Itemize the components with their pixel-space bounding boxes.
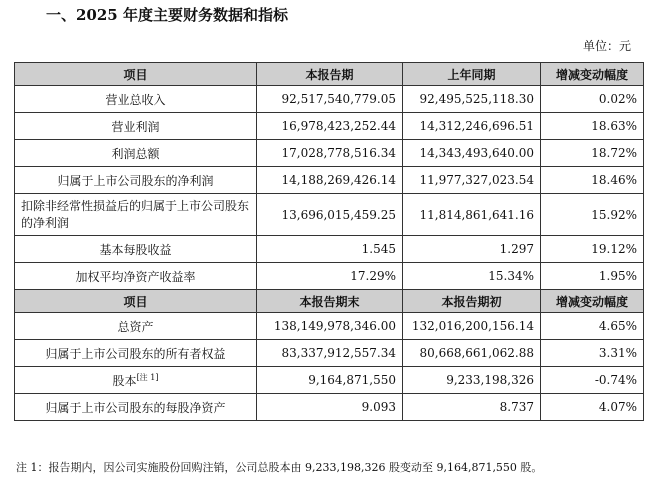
header-change: 增减变动幅度: [541, 290, 644, 313]
row-current: 92,517,540,779.05: [257, 86, 403, 113]
footnote: 注 1：报告期内，因公司实施股份回购注销，公司总股本由 9,233,198,326 股变动至 9,164,871,550 股。: [16, 461, 543, 474]
table-header-row: [15, 290, 644, 313]
row-change: 3.31%: [541, 340, 644, 367]
row-change: 19.12%: [541, 236, 644, 263]
header-period-start: 本报告期初: [403, 290, 541, 313]
table-row: [15, 86, 644, 113]
table-row: [15, 236, 644, 263]
table-row: [15, 340, 644, 367]
row-prior: 11,814,861,641.16: [403, 194, 541, 236]
row-item: 基本每股收益: [15, 236, 257, 263]
row-current: 9,164,871,550: [257, 367, 403, 394]
table-row: [15, 313, 644, 340]
row-item-cell: [15, 367, 257, 394]
row-prior: 92,495,525,118.30: [403, 86, 541, 113]
row-current: 17,028,778,516.34: [257, 140, 403, 167]
row-current: 13,696,015,459.25: [257, 194, 403, 236]
row-change: 4.65%: [541, 313, 644, 340]
row-change: 4.07%: [541, 394, 644, 421]
table-header-row: [15, 63, 644, 86]
header-change: 增减变动幅度: [541, 63, 644, 86]
row-item: 总资产: [15, 313, 257, 340]
row-prior: 8.737: [403, 394, 541, 421]
table-row: [15, 113, 644, 140]
table-row: [15, 263, 644, 290]
row-change: -0.74%: [541, 367, 644, 394]
row-prior: 14,312,246,696.51: [403, 113, 541, 140]
row-item: 利润总额: [15, 140, 257, 167]
row-prior: 132,016,200,156.14: [403, 313, 541, 340]
table-row: [15, 194, 644, 236]
row-change: 18.63%: [541, 113, 644, 140]
row-item: 股本: [112, 373, 137, 388]
table-row: [15, 140, 644, 167]
header-prior-period: 上年同期: [403, 63, 541, 86]
table-row: [15, 167, 644, 194]
row-change: 0.02%: [541, 86, 644, 113]
row-prior: 14,343,493,640.00: [403, 140, 541, 167]
row-current: 17.29%: [257, 263, 403, 290]
row-change: 18.72%: [541, 140, 644, 167]
row-item: 营业利润: [15, 113, 257, 140]
table-row: [15, 367, 644, 394]
table-row: [15, 394, 644, 421]
row-change: 18.46%: [541, 167, 644, 194]
footnote-marker: [注 1]: [136, 372, 159, 382]
row-change: 1.95%: [541, 263, 644, 290]
row-prior: 1.297: [403, 236, 541, 263]
header-current-period: 本报告期: [257, 63, 403, 86]
row-current: 1.545: [257, 236, 403, 263]
financial-data-table: [14, 62, 644, 421]
row-current: 83,337,912,557.34: [257, 340, 403, 367]
row-item: 归属于上市公司股东的所有者权益: [15, 340, 257, 367]
header-period-end: 本报告期末: [257, 290, 403, 313]
row-change: 15.92%: [541, 194, 644, 236]
row-prior: 11,977,327,023.54: [403, 167, 541, 194]
row-current: 138,149,978,346.00: [257, 313, 403, 340]
header-item: 项目: [15, 290, 257, 313]
row-item: 扣除非经常性损益后的归属于上市公司股东的净利润: [15, 194, 257, 236]
row-item: 归属于上市公司股东的每股净资产: [15, 394, 257, 421]
unit-label: 单位：元: [582, 39, 631, 53]
row-current: 14,188,269,426.14: [257, 167, 403, 194]
row-item: 归属于上市公司股东的净利润: [15, 167, 257, 194]
section-title: 一、2025 年度主要财务数据和指标: [46, 6, 288, 24]
row-prior: 15.34%: [403, 263, 541, 290]
row-item: 加权平均净资产收益率: [15, 263, 257, 290]
header-item: 项目: [15, 63, 257, 86]
row-prior: 80,668,661,062.88: [403, 340, 541, 367]
row-current: 9.093: [257, 394, 403, 421]
row-prior: 9,233,198,326: [403, 367, 541, 394]
row-item: 营业总收入: [15, 86, 257, 113]
row-current: 16,978,423,252.44: [257, 113, 403, 140]
